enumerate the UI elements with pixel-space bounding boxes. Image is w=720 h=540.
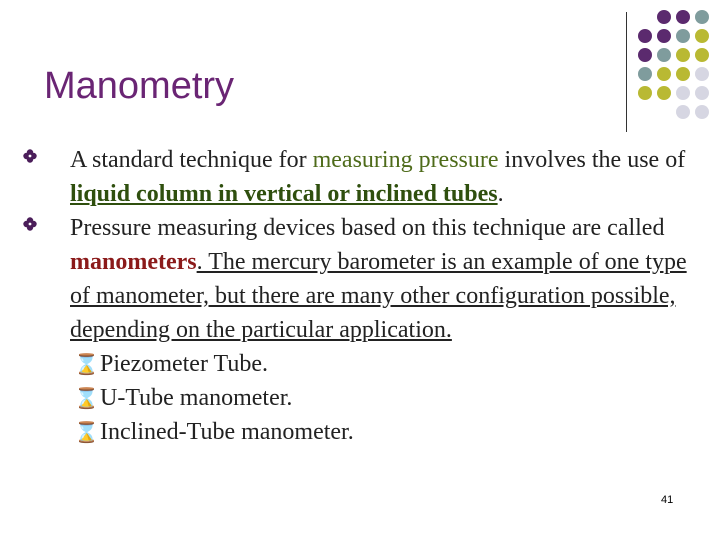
diamond-clover-bullet-icon <box>23 149 37 163</box>
emphasis-text: manometers <box>70 249 197 275</box>
highlight-text: measuring pressure <box>312 147 499 173</box>
dot <box>657 10 671 24</box>
bullet-text: A standard technique for <box>70 147 313 173</box>
bullet-text: . The mercury barometer is an example of one type of manometer, but there are many other configuration possible, depending on the particular application. <box>70 249 687 343</box>
dot <box>676 86 690 100</box>
dot <box>638 48 652 62</box>
sub-item <box>70 347 690 381</box>
sub-item-text: U-Tube manometer. <box>100 385 293 411</box>
dot <box>657 86 671 100</box>
slide-body <box>70 143 690 449</box>
dot <box>638 67 652 81</box>
dot <box>676 67 690 81</box>
sub-item-text: Inclined-Tube manometer. <box>100 419 354 445</box>
dot <box>676 105 690 119</box>
diamond-clover-bullet-icon <box>23 217 37 231</box>
bullet-item <box>70 143 690 211</box>
dot <box>657 29 671 43</box>
bullet-text: Pressure measuring devices based on this technique are called <box>70 215 665 241</box>
page-number: 41 <box>661 494 674 506</box>
slide-title: Manometry <box>44 65 235 107</box>
bullet-text: . <box>497 181 504 207</box>
dot <box>676 29 690 43</box>
dot <box>695 29 709 43</box>
sub-item-text: Piezometer Tube. <box>100 351 268 377</box>
dot <box>695 105 709 119</box>
dot <box>638 29 652 43</box>
dot <box>695 48 709 62</box>
dot <box>695 86 709 100</box>
bullet-item <box>70 211 690 347</box>
divider-line <box>626 12 627 132</box>
dot <box>657 48 671 62</box>
hourglass-bullet-icon: ⌛ <box>74 422 99 444</box>
emphasis-text: liquid column in vertical or inclined tubes <box>70 181 498 207</box>
dot <box>695 67 709 81</box>
hourglass-bullet-icon: ⌛ <box>74 354 99 376</box>
dot <box>657 67 671 81</box>
dot <box>676 48 690 62</box>
bullet-text: involves the use of <box>498 147 686 173</box>
dot <box>676 10 690 24</box>
sub-item <box>70 381 690 415</box>
dot <box>638 86 652 100</box>
dot <box>695 10 709 24</box>
sub-item <box>70 415 690 449</box>
hourglass-bullet-icon: ⌛ <box>74 388 99 410</box>
